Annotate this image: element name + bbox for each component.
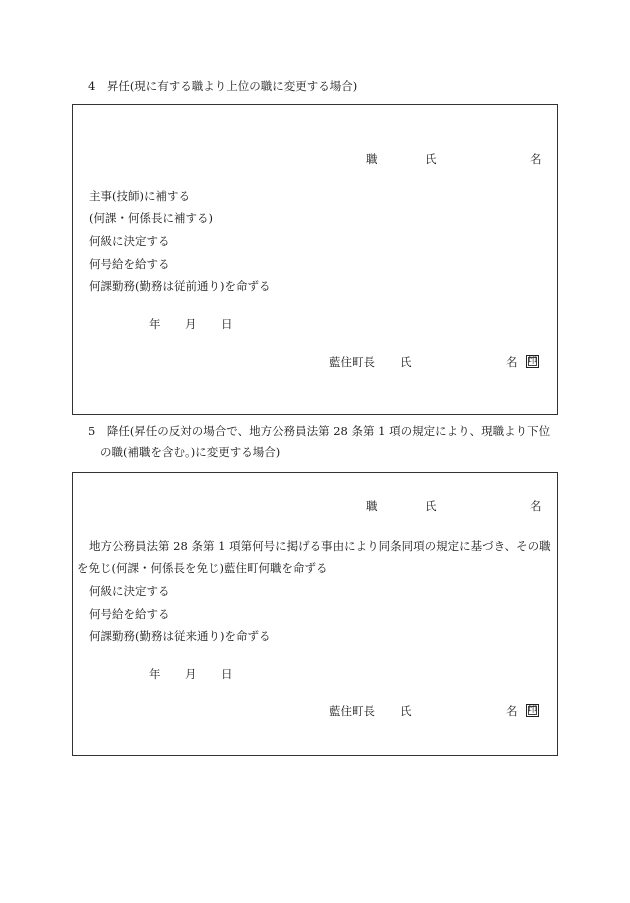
section4-sign-mei: 名 — [506, 355, 518, 369]
section4-form-box — [72, 104, 558, 415]
section5-form-box — [72, 472, 558, 756]
section5-title-shi: 氏 — [425, 499, 437, 513]
section5-body-line2: を免じ(何課・何係長を免じ)藍住町何職を命ずる — [77, 561, 328, 575]
section4-date-month: 月 — [185, 317, 197, 331]
section4-title-shi: 氏 — [425, 152, 437, 166]
section4-line-1: 主事(技師)に補する — [89, 189, 190, 203]
section5-title-shoku: 職 — [366, 499, 378, 513]
section5-body-line1: 地方公務員法第 28 条第 1 項第何号に掲げる事由により同条同項の規定に基づき、その職 — [89, 539, 551, 553]
section5-sign-shi: 氏 — [400, 704, 412, 718]
section5-date-day: 日 — [221, 667, 233, 681]
section4-signer: 藍住町長 — [329, 355, 375, 369]
section4-title-shoku: 職 — [366, 152, 378, 166]
section5-line-3: 何課勤務(勤務は従来通り)を命ずる — [89, 629, 271, 643]
section4-line-3: 何級に決定する — [89, 234, 170, 248]
section5-heading-line1: 5 降任(昇任の反対の場合で、地方公務員法第 28 条第 1 項の規定により、現職より下位 — [88, 424, 551, 438]
section4-title-mei: 名 — [530, 152, 542, 166]
section5-date-year: 年 — [149, 667, 161, 681]
section5-line-2: 何号給を給する — [89, 607, 170, 621]
section4-line-4: 何号給を給する — [89, 257, 170, 271]
section5-signer: 藍住町長 — [329, 704, 375, 718]
section5-line-1: 何級に決定する — [89, 584, 170, 598]
section5-sign-mei: 名 — [506, 704, 518, 718]
section5-title-mei: 名 — [530, 499, 542, 513]
section5-seal-label: 印 — [527, 705, 537, 715]
section4-line-5: 何課勤務(勤務は従前通り)を命ずる — [89, 279, 271, 293]
section4-heading: 4 昇任(現に有する職より上位の職に変更する場合) — [88, 79, 358, 93]
section4-line-2: (何課・何係長に補する) — [89, 211, 213, 225]
section4-seal — [526, 355, 539, 368]
section4-sign-shi: 氏 — [400, 355, 412, 369]
section5-date-month: 月 — [185, 667, 197, 681]
section4-date-day: 日 — [221, 317, 233, 331]
section4-date-year: 年 — [149, 317, 161, 331]
section5-seal — [526, 704, 539, 717]
section4-seal-label: 印 — [527, 356, 537, 366]
section5-heading-line2: の職(補職を含む。)に変更する場合) — [100, 445, 281, 459]
